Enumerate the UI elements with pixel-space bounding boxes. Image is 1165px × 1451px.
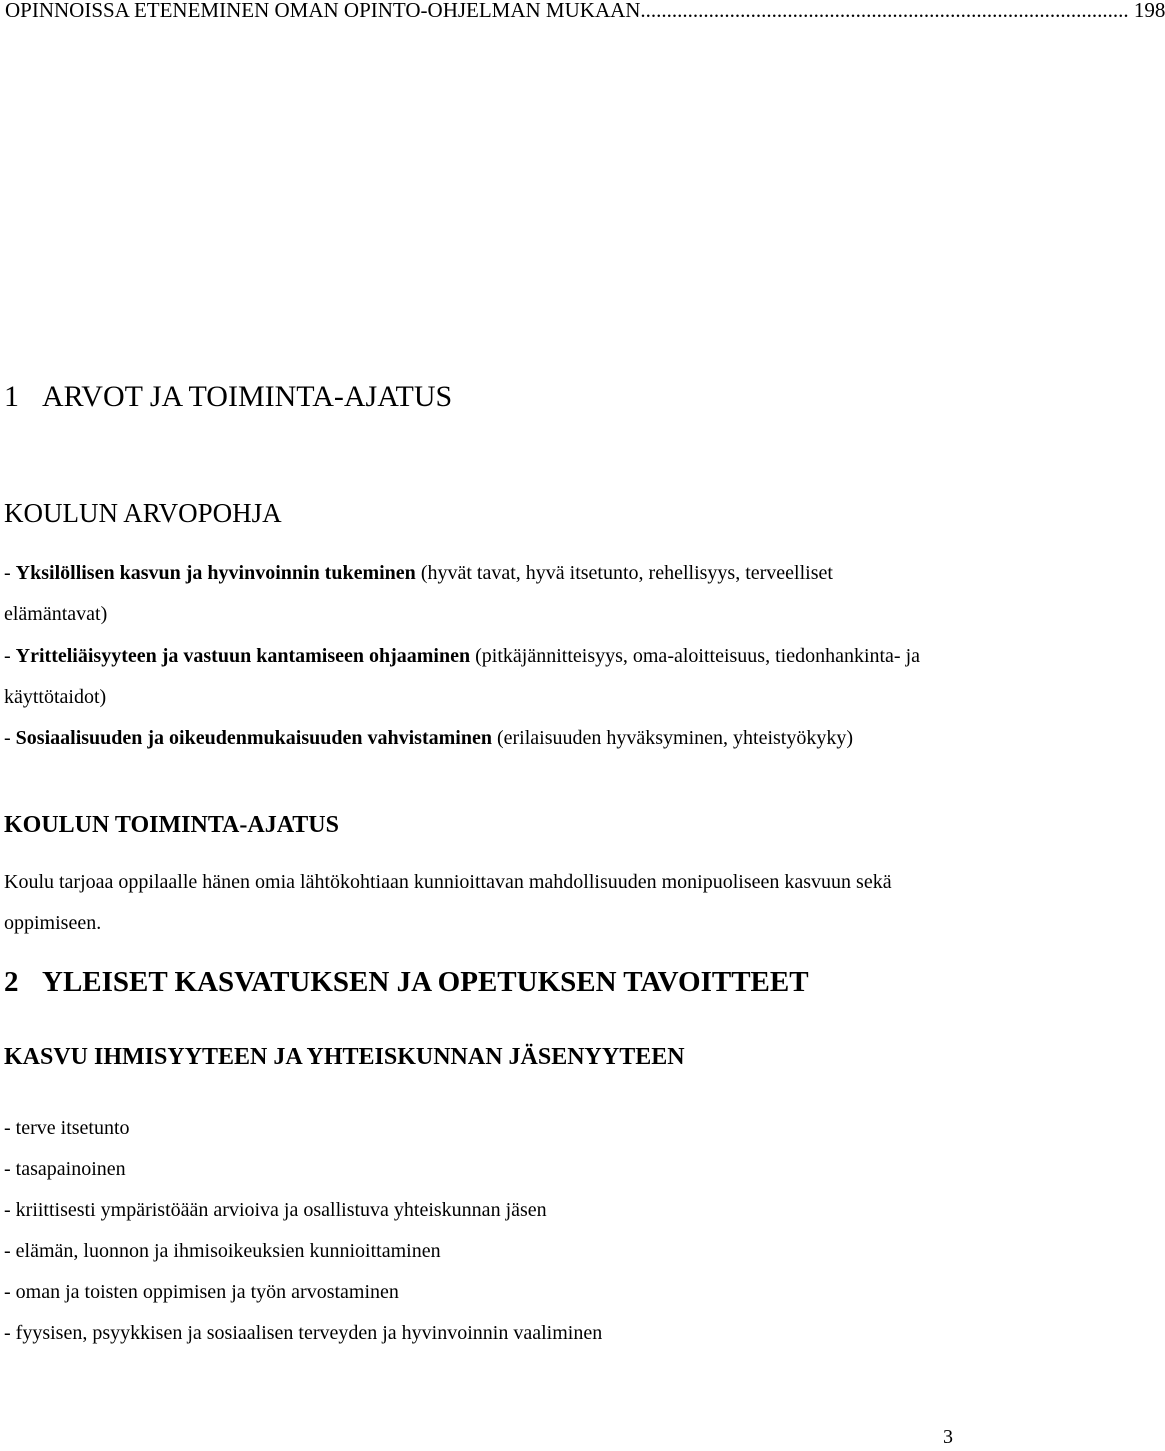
list-dash: - [4, 645, 16, 667]
value-details: (hyvät tavat, hyvä itsetunto, rehellisyys, terveelliset elämäntavat) [4, 562, 833, 625]
arvopohja-heading: KOULUN ARVOPOHJA [4, 498, 282, 528]
value-details: (pitkäjännitteisyys, oma-aloitteisuus, tiedonhankinta- ja käyttötaidot) [4, 645, 921, 708]
value-details: (erilaisuuden hyväksyminen, yhteistyökyky) [491, 727, 853, 749]
goal-item: - oman ja toisten oppimisen ja työn arvostaminen [4, 1281, 399, 1303]
kasvu-heading: KASVU IHMISYYTEEN JA YHTEISKUNNAN JÄSENYYTEEN [4, 1044, 685, 1070]
chapter-1-title: ARVOT JA TOIMINTA-AJATUS [42, 380, 453, 413]
arvopohja-item [4, 636, 934, 718]
toiminta-ajatus-heading: KOULUN TOIMINTA-AJATUS [4, 812, 339, 838]
toc-entry: OPINNOISSA ETENEMINEN OMAN OPINTO-OHJELMAN MUKAAN............................................................................................. 198 [5, 0, 1165, 22]
chapter-2-number: 2 [4, 966, 19, 998]
value-title: Yksilöllisen kasvun ja hyvinvoinnin tukeminen [15, 562, 416, 584]
value-title: Sosiaalisuuden ja oikeudenmukaisuuden vahvistaminen [15, 727, 492, 749]
list-dash: - [4, 562, 16, 584]
arvopohja-item [4, 718, 934, 759]
arvopohja-item [4, 553, 934, 635]
chapter-2-title: YLEISET KASVATUKSEN JA OPETUKSEN TAVOITTEET [42, 966, 809, 998]
goal-item: - fyysisen, psyykkisen ja sosiaalisen terveyden ja hyvinvoinnin vaaliminen [4, 1322, 603, 1344]
value-title: Yritteliäisyyteen ja vastuun kantamiseen ohjaaminen [15, 645, 471, 667]
list-dash: - [4, 727, 16, 749]
goal-item: - terve itsetunto [4, 1117, 130, 1139]
chapter-1-heading [4, 379, 452, 415]
chapter-2-heading [4, 964, 809, 1000]
toiminta-ajatus-text: Koulu tarjoaa oppilaalle hänen omia lähtökohtiaan kunnioittavan mahdollisuuden monipuoliseen kasvuun sekä oppimiseen. [4, 871, 892, 934]
goal-item: - kriittisesti ympäristöään arvioiva ja osallistuva yhteiskunnan jäsen [4, 1199, 547, 1221]
chapter-1-number: 1 [4, 380, 19, 413]
goal-item: - tasapainoinen [4, 1158, 126, 1180]
goal-item: - elämän, luonnon ja ihmisoikeuksien kunnioittaminen [4, 1240, 441, 1262]
page-number: 3 [943, 1426, 953, 1448]
